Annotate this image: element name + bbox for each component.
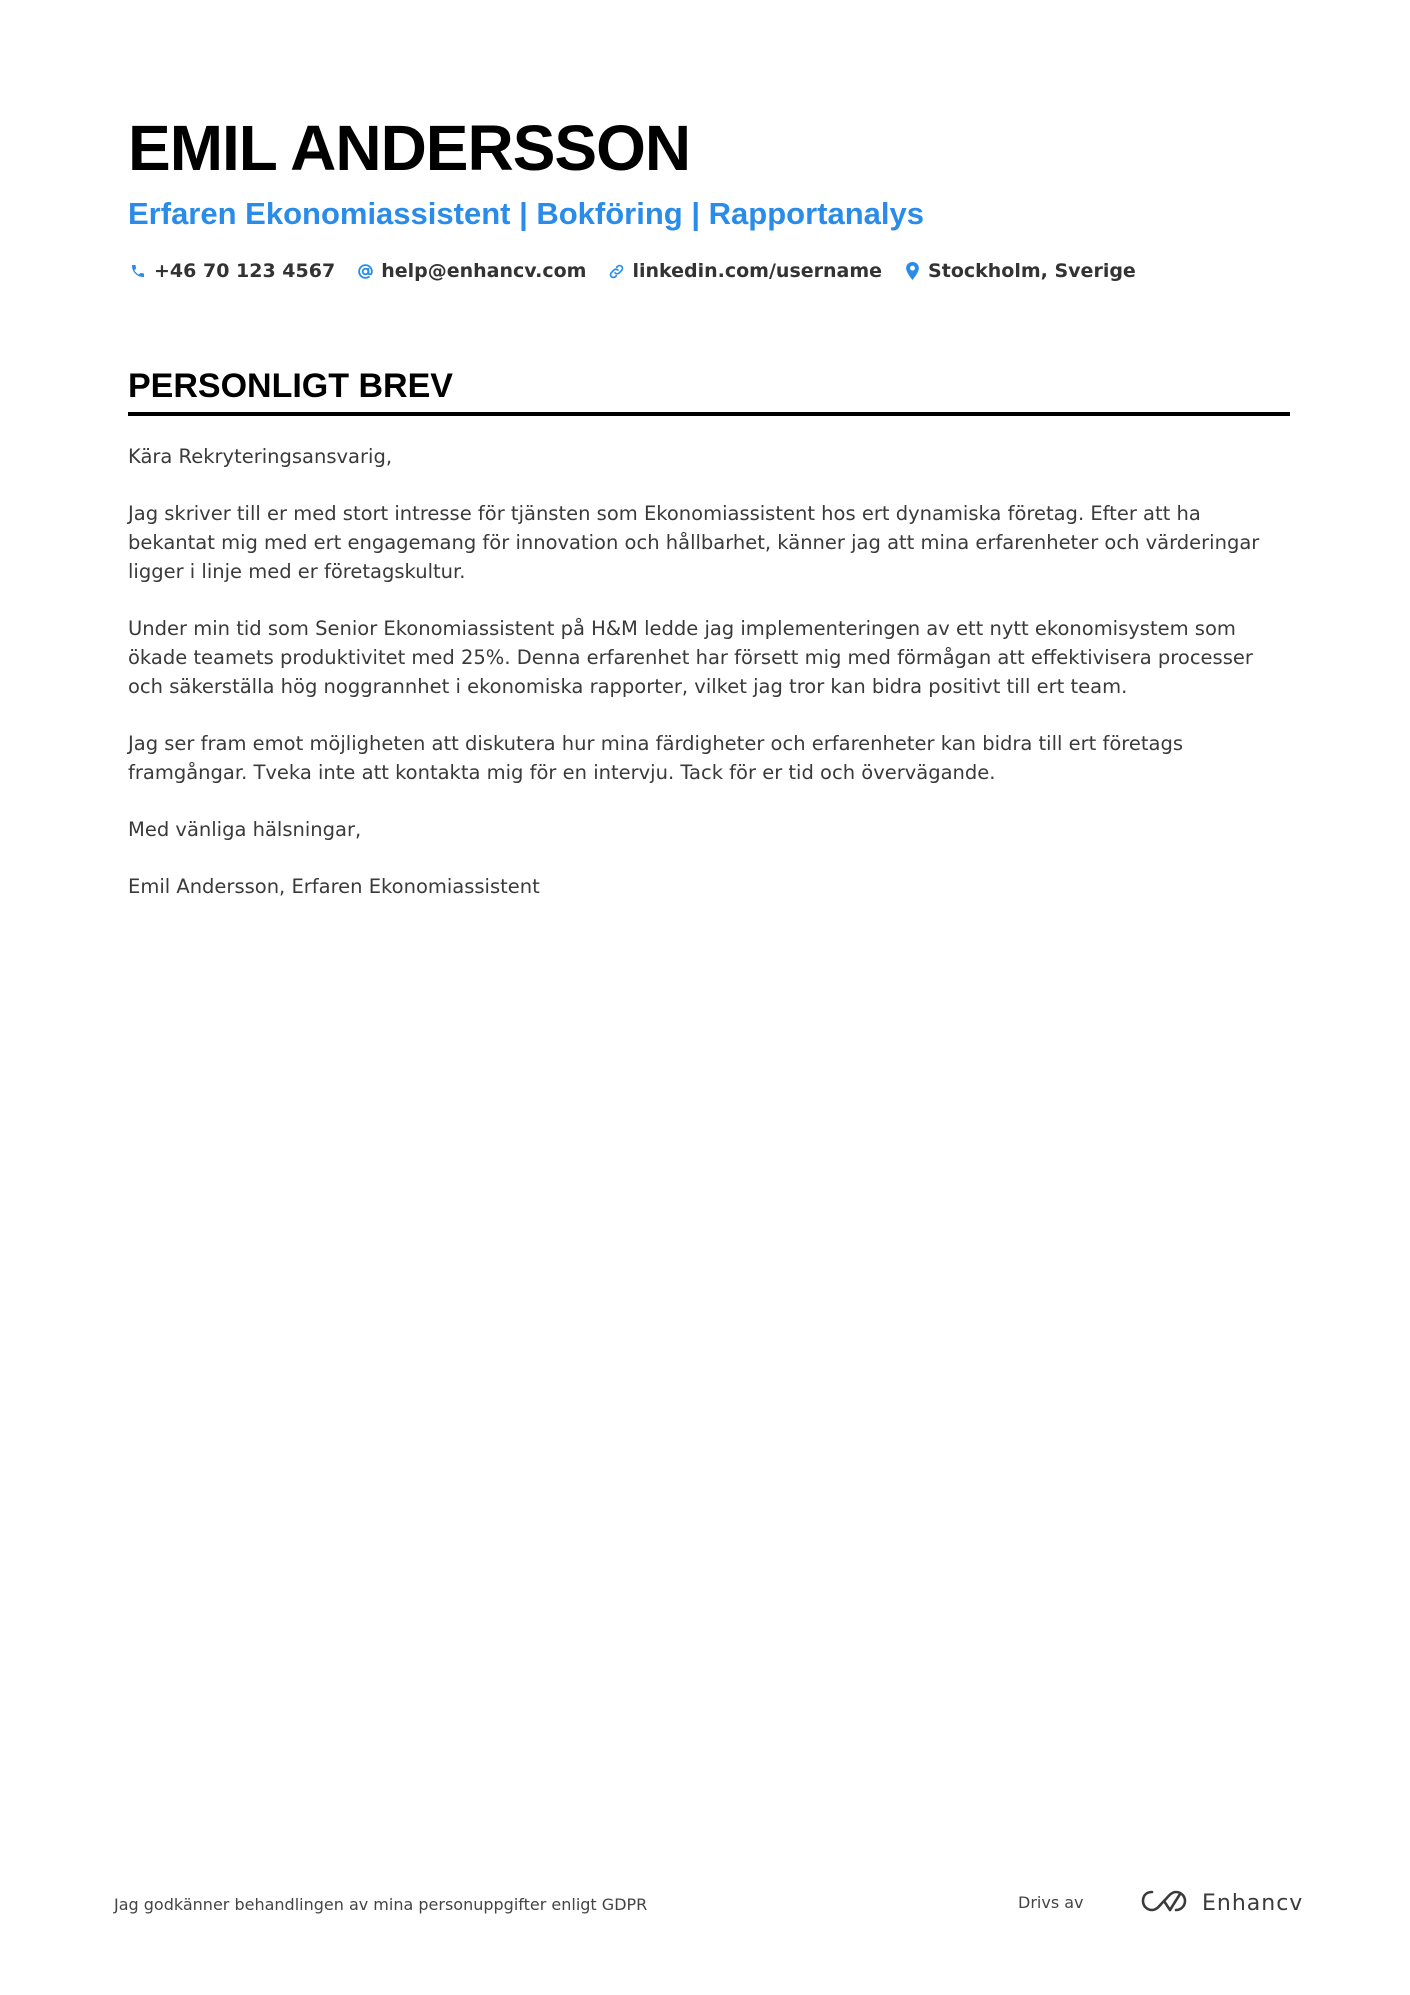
letter-signature: Emil Andersson, Erfaren Ekonomiassistent [128, 875, 540, 898]
cover-letter-section [128, 362, 1290, 929]
enhancv-brand-name: Enhancv [1202, 1890, 1304, 1916]
phone-icon [128, 261, 148, 281]
letter-greeting: Kära Rekryteringsansvarig, [128, 445, 393, 468]
section-title: PERSONLIGT BREV [128, 367, 453, 405]
footer [114, 1885, 1304, 1925]
contact-linkedin-text: linkedin.com/username [632, 260, 883, 282]
contact-phone-text: +46 70 123 4567 [154, 260, 336, 282]
enhancv-brand-link[interactable] [1140, 1885, 1303, 1921]
letter-paragraph: Jag ser fram emot möjligheten att diskutera hur mina färdigheter och erfarenheter kan bidra till ert företags framgångar. Tveka inte att kontakta mig för en intervju. Tack för er tid och övervägande. [128, 732, 1183, 784]
contact-phone[interactable] [128, 260, 335, 282]
contact-list [128, 256, 1290, 286]
at-icon [355, 261, 375, 281]
contact-linkedin[interactable] [606, 260, 882, 282]
section-divider [128, 412, 1290, 416]
enhancv-logo-icon [1140, 1888, 1188, 1919]
contact-email[interactable] [355, 260, 586, 282]
gdpr-consent-text: Jag godkänner behandlingen av mina personuppgifter enligt GDPR [114, 1895, 648, 1914]
powered-by-label: Drivs av [1018, 1893, 1084, 1912]
location-pin-icon [902, 261, 922, 281]
applicant-name: EMIL ANDERSSON [128, 112, 691, 184]
headline: Erfaren Ekonomiassistent | Bokföring | Rapportanalys [128, 196, 924, 231]
letter-body [128, 442, 1290, 901]
letter-paragraph: Under min tid som Senior Ekonomiassistent på H&M ledde jag implementeringen av ett nytt ekonomisystem som ökade teamets produktivitet med 25%. Denna erfarenhet har försett mig med förmågan att effektivisera processer och säkerställa hög noggrannhet i ekonomiska rapporter, vilket jag tror kan bidra positivt till ert team. [128, 617, 1253, 698]
letter-closing: Med vänliga hälsningar, [128, 818, 362, 841]
contact-location [902, 260, 1136, 282]
contact-email-text: help@enhancv.com [381, 260, 587, 282]
contact-location-text: Stockholm, Sverige [928, 260, 1136, 282]
letter-paragraph: Jag skriver till er med stort intresse för tjänsten som Ekonomiassistent hos ert dynamiska företag. Efter att ha bekantat mig med ert engagemang för innovation och hållbarhet, känner jag att mina erfarenheter och värderingar ligger i linje med er företagskultur. [128, 502, 1260, 583]
header [128, 108, 1290, 286]
link-icon [606, 261, 626, 281]
